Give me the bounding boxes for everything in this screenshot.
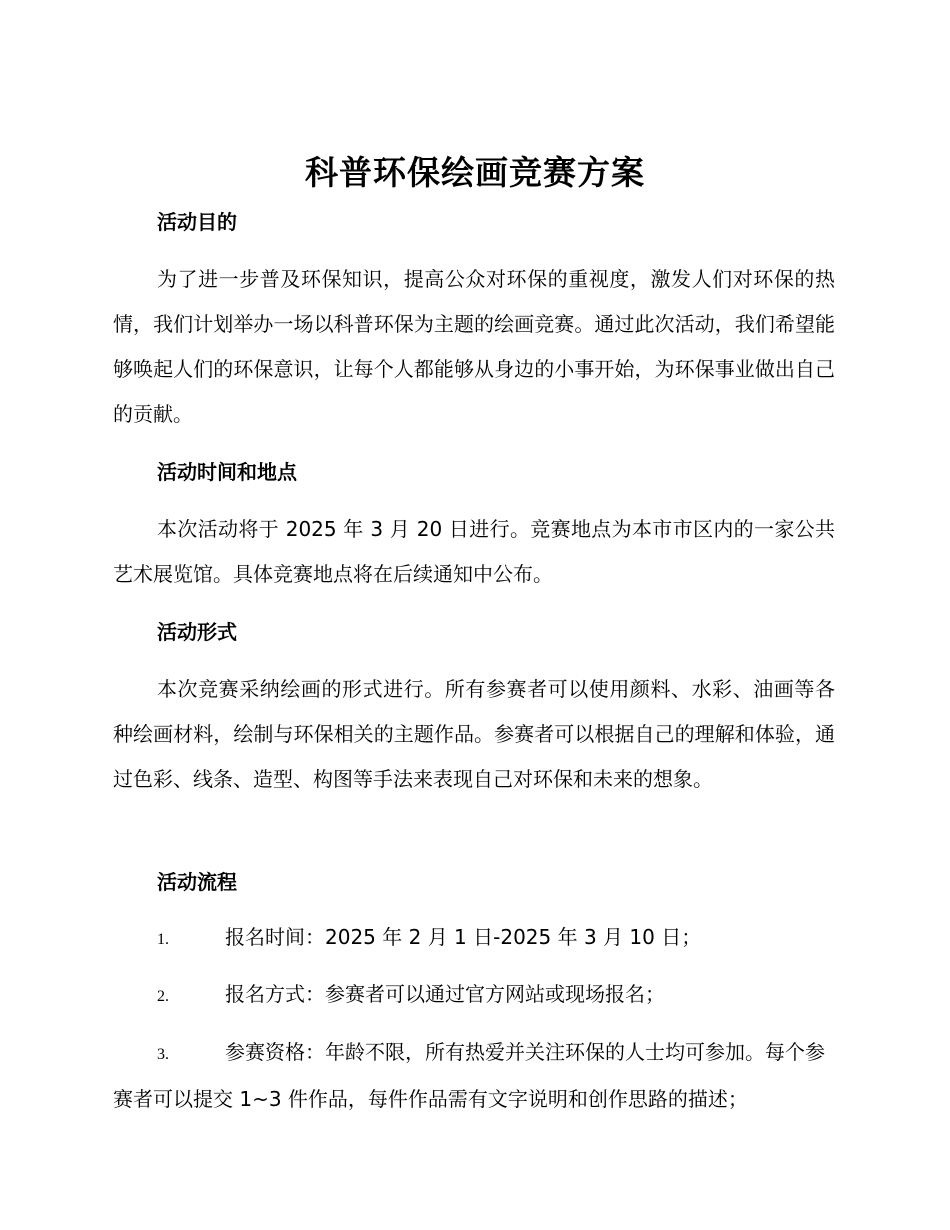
list-item-number: 3.: [157, 1046, 169, 1063]
section-heading-purpose: 活动目的: [157, 210, 237, 234]
list-item: [113, 1030, 835, 1122]
list-item-text: 参赛资格：年龄不限，所有热爱并关注环保的人士均可参加。每个参赛者可以提交 1~3 件作品，每件作品需有文字说明和创作思路的描述；: [113, 1040, 825, 1111]
list-item: [113, 972, 835, 1019]
list-item-number: 2.: [157, 988, 169, 1005]
list-item: [113, 915, 835, 962]
section-heading-process: 活动流程: [157, 870, 237, 894]
list-item-number: 1.: [157, 931, 169, 948]
list-item-text: 报名时间：2025 年 2 月 1 日-2025 年 3 月 10 日；: [225, 925, 702, 949]
section-paragraph-purpose: 为了进一步普及环保知识，提高公众对环保的重视度，激发人们对环保的热情，我们计划举办一场以科普环保为主题的绘画竞赛。通过此次活动，我们希望能够唤起人们的环保意识，让每个人都能够从身边的小事开始，为环保事业做出自己的贡献。: [113, 267, 835, 426]
document-title: 科普环保绘画竞赛方案: [305, 153, 645, 192]
section-paragraph-time-place: 本次活动将于 2025 年 3 月 20 日进行。竞赛地点为本市市区内的一家公共艺术展览馆。具体竞赛地点将在后续通知中公布。: [113, 517, 835, 586]
section-paragraph-format: 本次竞赛采纳绘画的形式进行。所有参赛者可以使用颜料、水彩、油画等各种绘画材料，绘制与环保相关的主题作品。参赛者可以根据自己的理解和体验，通过色彩、线条、造型、构图等手法来表现自己对环保和未来的想象。: [113, 677, 835, 791]
section-heading-format: 活动形式: [157, 620, 237, 644]
section-heading-time-place: 活动时间和地点: [157, 460, 297, 484]
list-item-text: 报名方式：参赛者可以通过官方网站或现场报名；: [225, 982, 665, 1006]
